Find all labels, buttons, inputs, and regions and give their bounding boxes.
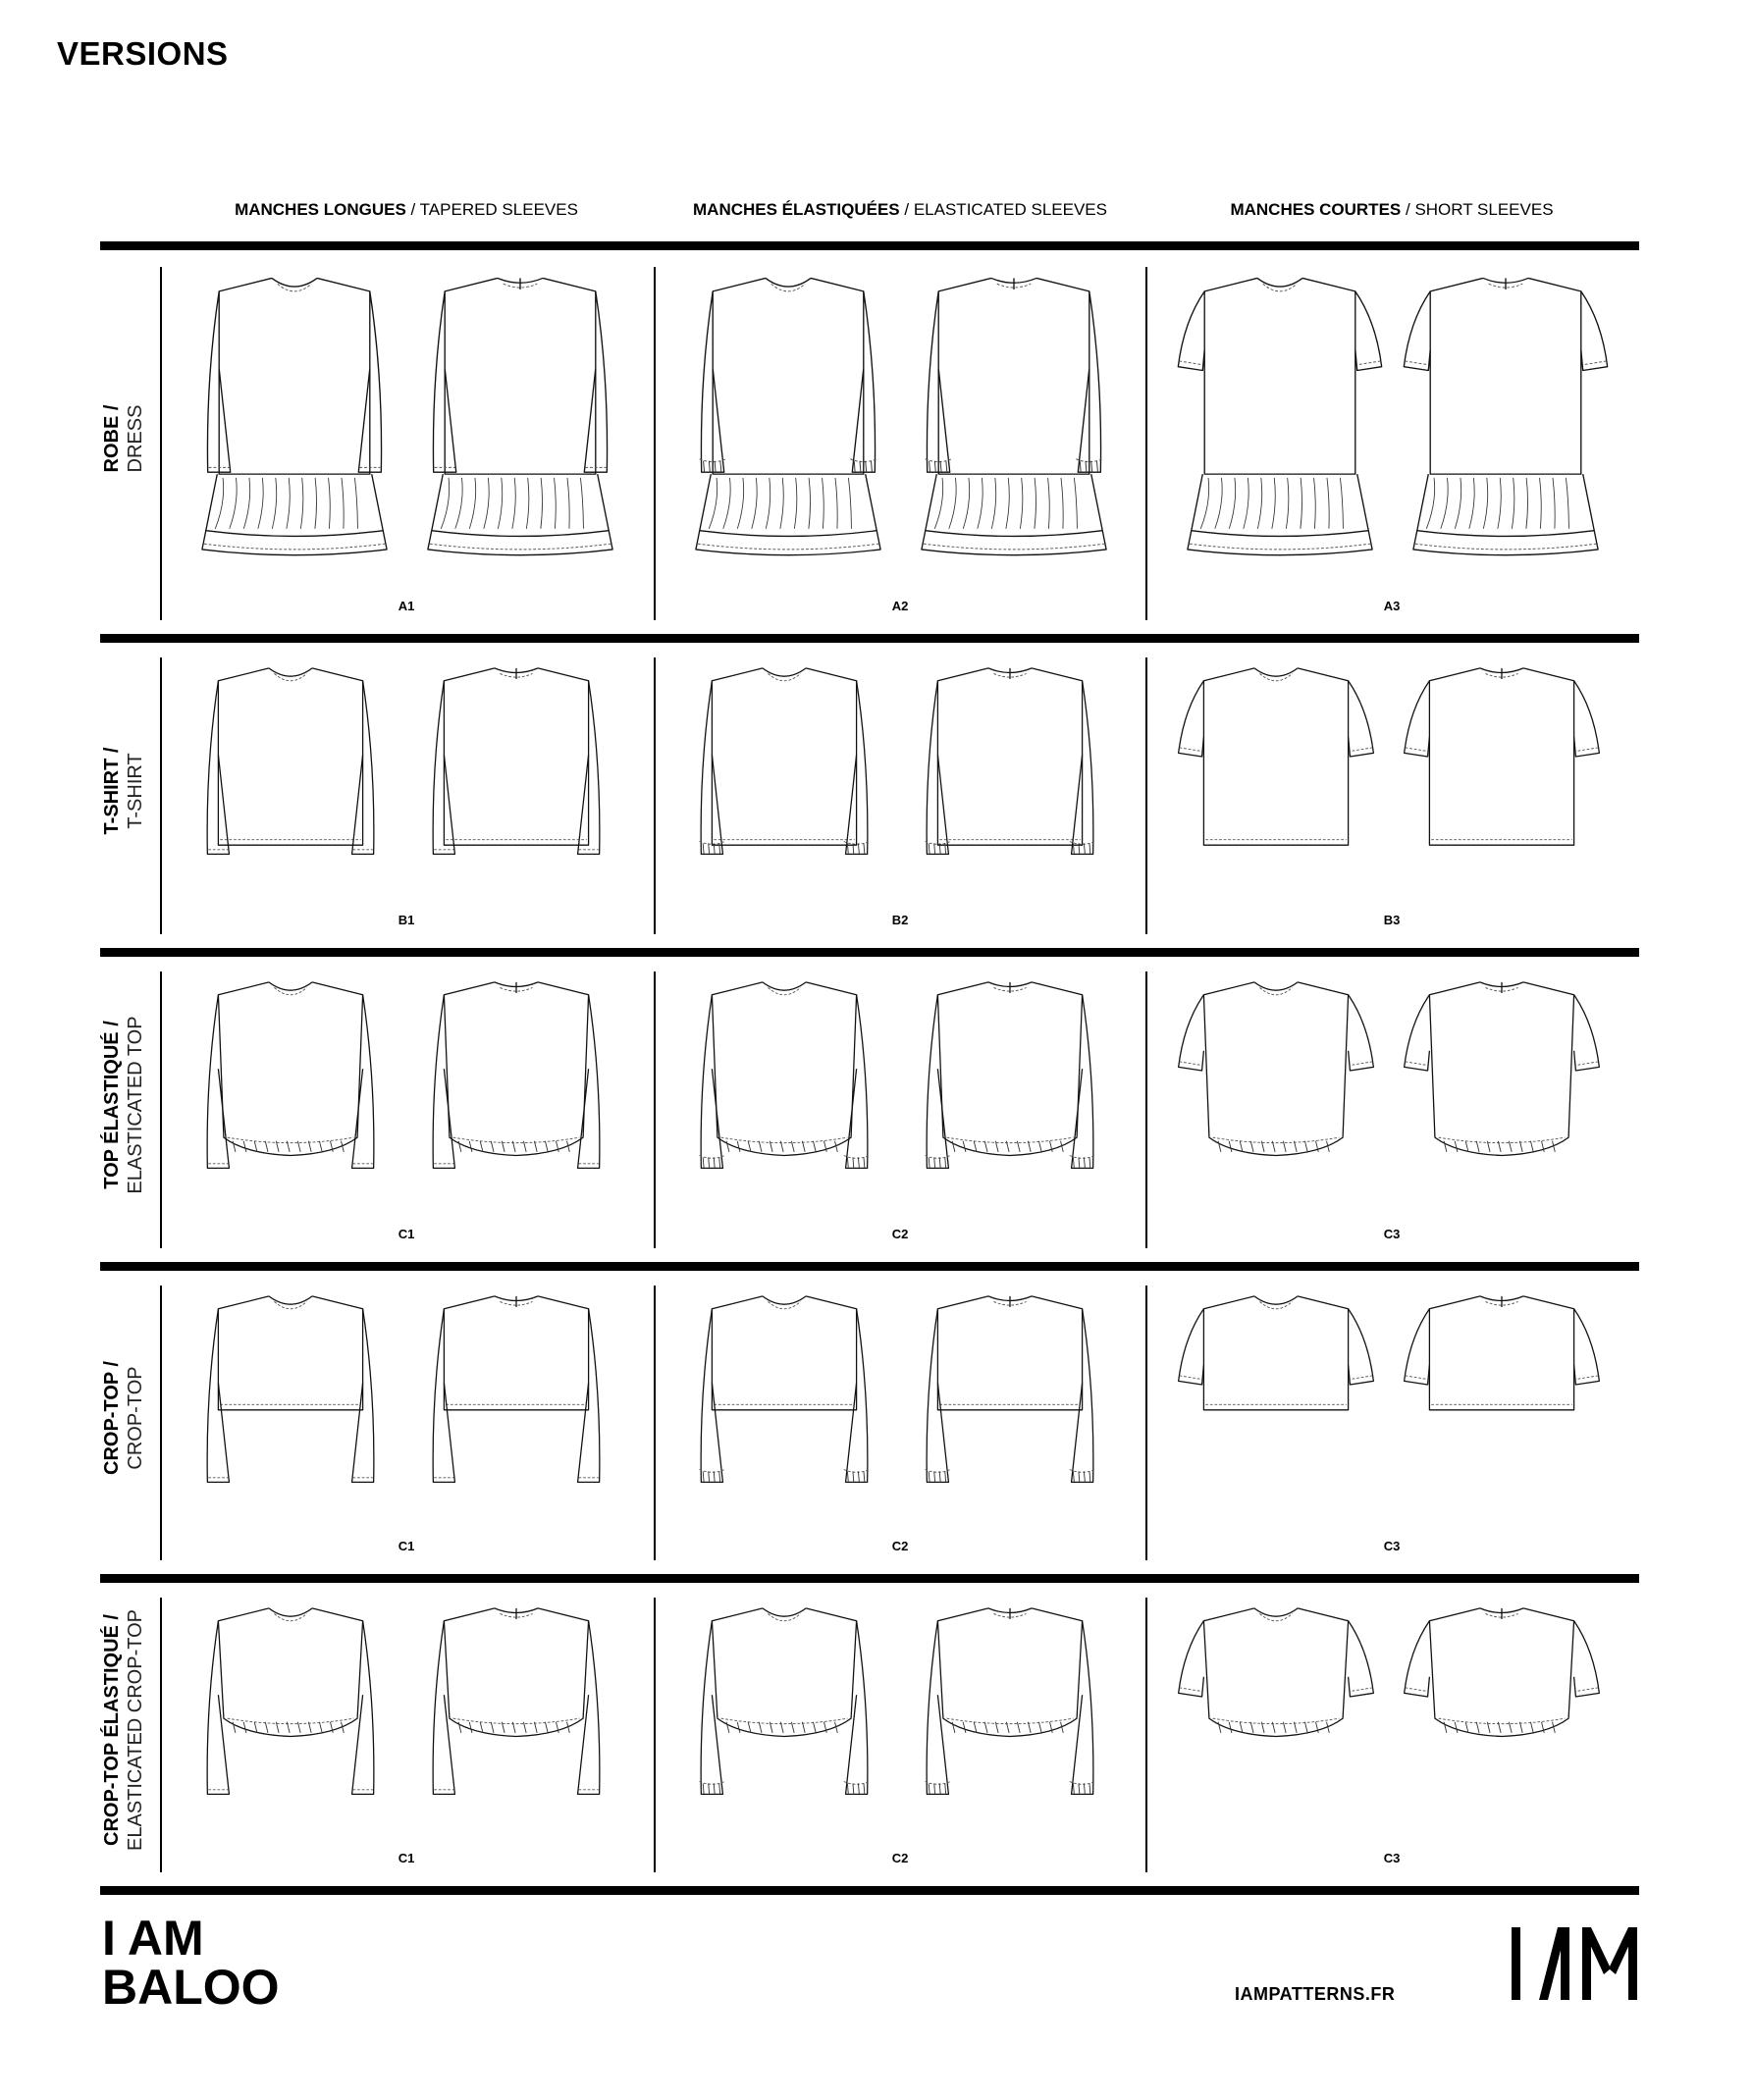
column-divider	[654, 1598, 656, 1872]
version-code: C2	[891, 1539, 909, 1553]
version-code: C2	[891, 1227, 909, 1241]
column-header-en: / ELASTICATED SLEEVES	[904, 200, 1107, 219]
row-label-dress	[100, 272, 151, 605]
version-code: A3	[1383, 599, 1401, 613]
column-divider	[1145, 1286, 1147, 1560]
garment-crop-short-back	[1411, 1284, 1592, 1572]
garment-tshirt-long-back	[426, 656, 607, 944]
garment-tshirt-short-front	[1186, 656, 1366, 944]
garment-crop-short-front	[1186, 1284, 1366, 1572]
row-label-fr: ROBE /	[101, 404, 123, 473]
column-divider	[1145, 1598, 1147, 1872]
version-code: B3	[1383, 913, 1401, 927]
version-code: C3	[1383, 1851, 1401, 1865]
garment-dress-short-front	[1186, 265, 1374, 566]
version-code: C3	[1383, 1227, 1401, 1241]
garment-tshirt-elastic-front	[694, 656, 875, 944]
garment-dress-long-front	[200, 265, 389, 566]
row-label-fr: T-SHIRT /	[101, 747, 123, 835]
garment-crop-elastic-back	[920, 1284, 1100, 1572]
garment-elastictop-long-front	[200, 970, 381, 1258]
garment-dress-short-back	[1411, 265, 1600, 566]
row-label-en: T-SHIRT	[125, 753, 146, 829]
column-header-long	[235, 200, 578, 220]
row-label-elasticcrop	[100, 1563, 151, 1897]
row-label-fr: TOP ÉLASTIQUÉ /	[101, 1021, 123, 1189]
garment-dress-long-back	[426, 265, 614, 566]
page-title: VERSIONS	[57, 35, 229, 72]
column-header-short	[1230, 200, 1553, 220]
iam-logo	[1510, 1925, 1639, 2002]
garment-elastictop-long-back	[426, 970, 607, 1258]
row-label-fr: CROP-TOP ÉLASTIQUÉ /	[101, 1614, 123, 1846]
row-divider	[100, 241, 1639, 250]
version-code: C1	[398, 1539, 415, 1553]
website-link[interactable]: IAMPATTERNS.FR	[1235, 1984, 1396, 2004]
brand-line-2: BALOO	[102, 1960, 280, 2015]
column-header-en: / SHORT SLEEVES	[1405, 200, 1554, 219]
row-label-en: CROP-TOP	[125, 1366, 146, 1470]
version-code: C1	[398, 1227, 415, 1241]
column-divider	[654, 657, 656, 934]
column-divider	[654, 971, 656, 1248]
row-divider	[100, 948, 1639, 957]
column-divider	[1145, 971, 1147, 1248]
garment-dress-elastic-front	[694, 265, 882, 566]
column-divider	[160, 657, 162, 934]
version-code: A2	[891, 599, 909, 613]
brand-line-1: I AM	[102, 1911, 204, 1966]
garment-elasticcrop-long-back	[426, 1596, 607, 1884]
brand-name	[102, 1911, 280, 2015]
row-divider	[100, 634, 1639, 643]
column-divider	[160, 1286, 162, 1560]
version-code: B1	[398, 913, 415, 927]
version-code: C1	[398, 1851, 415, 1865]
version-code: C3	[1383, 1539, 1401, 1553]
version-code: C2	[891, 1851, 909, 1865]
column-divider	[160, 267, 162, 620]
column-divider	[1145, 267, 1147, 620]
garment-crop-elastic-front	[694, 1284, 875, 1572]
garment-tshirt-short-back	[1411, 656, 1592, 944]
garment-elasticcrop-elastic-back	[920, 1596, 1100, 1884]
column-header-en: / TAPERED SLEEVES	[410, 200, 578, 219]
row-label-crop	[100, 1251, 151, 1585]
garment-dress-elastic-back	[920, 265, 1108, 566]
column-header-fr: MANCHES ÉLASTIQUÉES	[693, 200, 900, 219]
row-divider	[100, 1262, 1639, 1271]
version-code: B2	[891, 913, 909, 927]
garment-crop-long-front	[200, 1284, 381, 1572]
garment-elasticcrop-short-front	[1186, 1596, 1366, 1884]
row-label-tshirt	[100, 624, 151, 958]
column-header-elastic	[693, 200, 1107, 220]
version-code: A1	[398, 599, 415, 613]
column-divider	[160, 1598, 162, 1872]
row-label-en: ELASTICATED TOP	[125, 1016, 146, 1194]
garment-tshirt-long-front	[200, 656, 381, 944]
garment-elasticcrop-long-front	[200, 1596, 381, 1884]
garment-elasticcrop-short-back	[1411, 1596, 1592, 1884]
garment-elastictop-elastic-front	[694, 970, 875, 1258]
column-header-fr: MANCHES COURTES	[1230, 200, 1402, 219]
column-divider	[160, 971, 162, 1248]
garment-elasticcrop-elastic-front	[694, 1596, 875, 1884]
column-header-fr: MANCHES LONGUES	[235, 200, 406, 219]
row-label-fr: CROP-TOP /	[101, 1361, 123, 1475]
garment-elastictop-short-front	[1186, 970, 1366, 1258]
row-label-en: ELASTICATED CROP-TOP	[125, 1609, 146, 1851]
column-divider	[654, 267, 656, 620]
garment-elastictop-short-back	[1411, 970, 1592, 1258]
row-divider	[100, 1574, 1639, 1583]
column-divider	[1145, 657, 1147, 934]
garment-tshirt-elastic-back	[920, 656, 1100, 944]
column-divider	[654, 1286, 656, 1560]
row-label-elastictop	[100, 938, 151, 1272]
garment-elastictop-elastic-back	[920, 970, 1100, 1258]
row-label-en: DRESS	[125, 404, 146, 473]
row-divider	[100, 1886, 1639, 1895]
garment-crop-long-back	[426, 1284, 607, 1572]
